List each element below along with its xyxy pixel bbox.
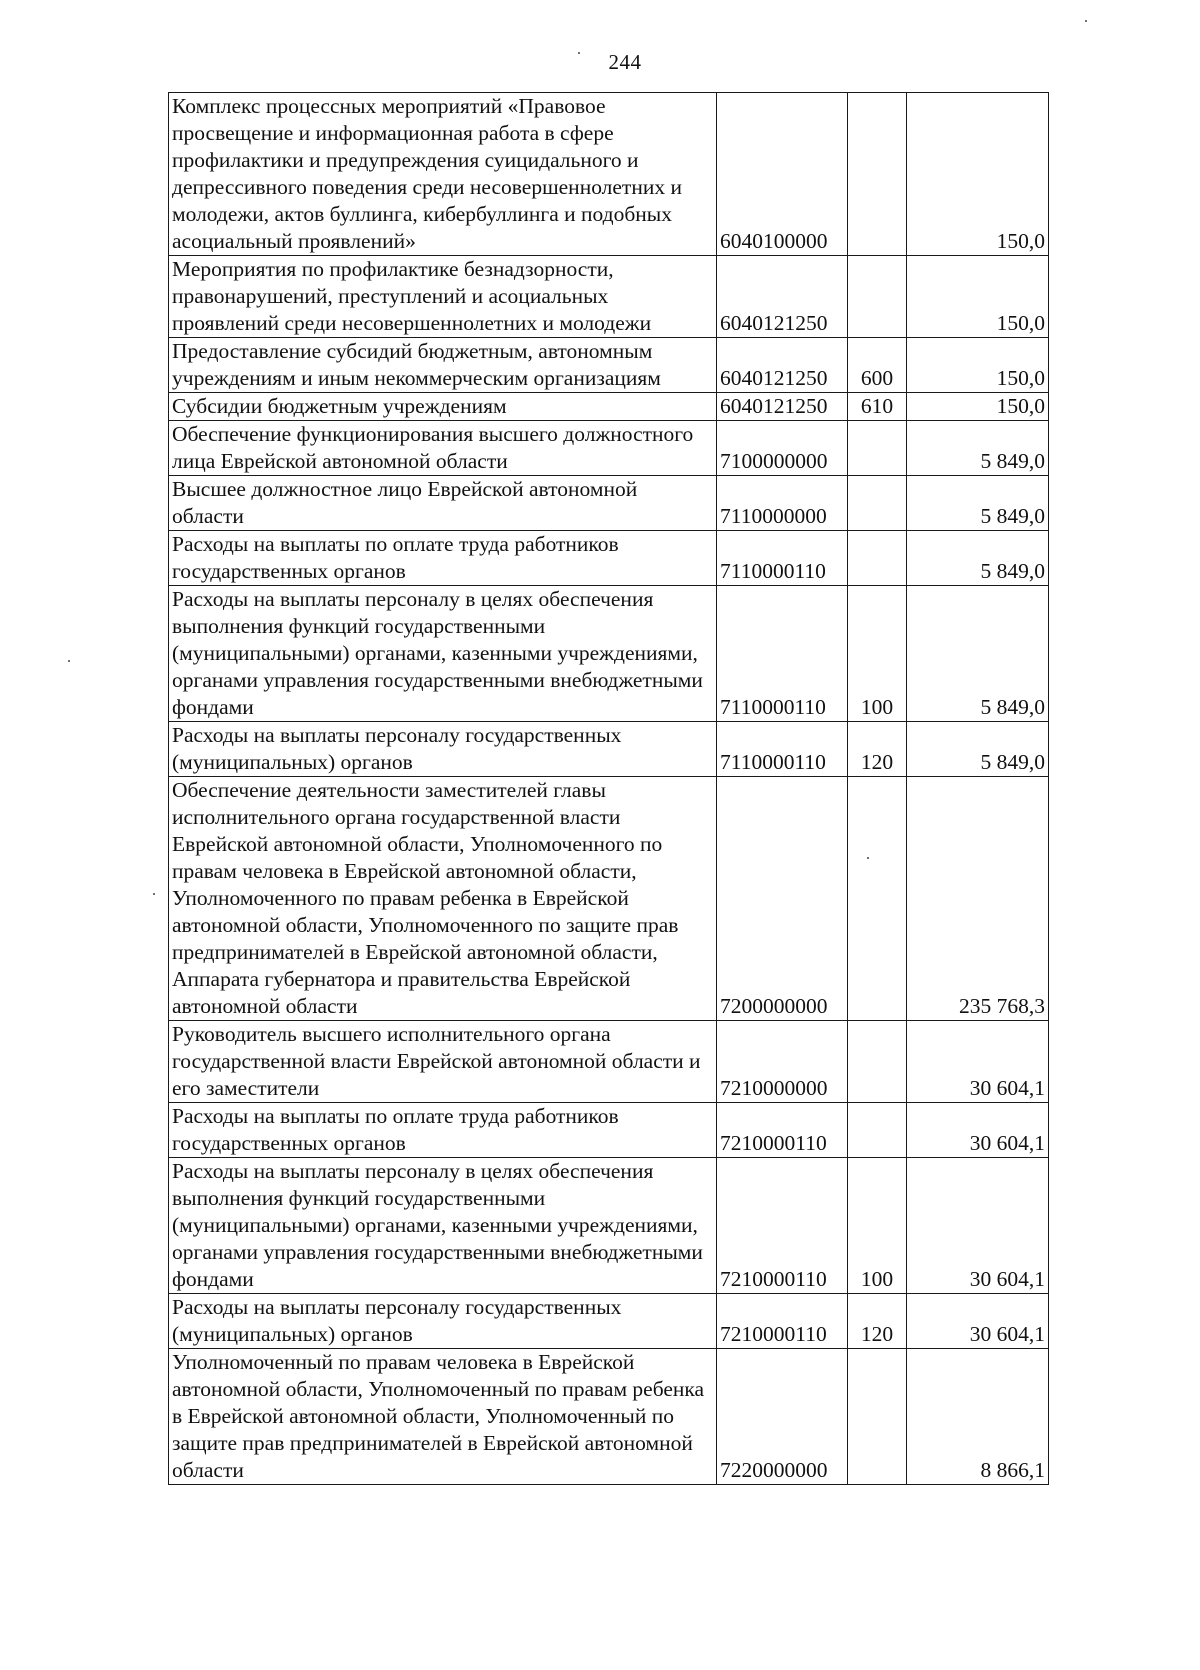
amount-cell: 150,0 <box>907 338 1049 393</box>
scan-speck <box>1085 20 1087 22</box>
amount-cell: 30 604,1 <box>907 1294 1049 1349</box>
expense-name-cell: Расходы на выплаты по оплате труда работников государственных органов <box>169 531 717 586</box>
amount-cell: 235 768,3 <box>907 777 1049 1021</box>
target-article-code-cell: 6040121250 <box>717 393 848 421</box>
table-row <box>169 531 1049 586</box>
expense-name-cell: Мероприятия по профилактике безнадзорности, правонарушений, преступлений и асоциальных проявлений среди несовершеннолетних и молодежи <box>169 256 717 338</box>
target-article-code-cell: 6040100000 <box>717 93 848 256</box>
amount-cell: 5 849,0 <box>907 421 1049 476</box>
expense-name-cell: Расходы на выплаты персоналу государственных (муниципальных) органов <box>169 722 717 777</box>
target-article-code-cell: 7210000110 <box>717 1103 848 1158</box>
amount-cell: 30 604,1 <box>907 1021 1049 1103</box>
target-article-code-cell: 7210000110 <box>717 1294 848 1349</box>
budget-table-body <box>169 93 1049 1485</box>
expense-type-cell <box>848 777 907 1021</box>
target-article-code-cell: 7220000000 <box>717 1349 848 1485</box>
target-article-code-cell: 7210000110 <box>717 1158 848 1294</box>
table-row <box>169 421 1049 476</box>
table-row <box>169 1349 1049 1485</box>
amount-cell: 150,0 <box>907 93 1049 256</box>
target-article-code-cell: 7110000110 <box>717 586 848 722</box>
table-row <box>169 1158 1049 1294</box>
expense-type-cell: 610 <box>848 393 907 421</box>
target-article-code-cell: 7110000000 <box>717 476 848 531</box>
expense-type-cell <box>848 256 907 338</box>
expense-type-cell: 120 <box>848 1294 907 1349</box>
expense-name-cell: Обеспечение деятельности заместителей главы исполнительного органа государственной власти Еврейской автономной области, Уполномоченного по правам человека в Еврейской автономной области, Уполномоченного по правам ребенка в Еврейской автономной области, Уполномоченного по защите прав предпринимателей в Еврейской автономной области, Аппарата губернатора и правительства Еврейской автономной области <box>169 777 717 1021</box>
table-row <box>169 1294 1049 1349</box>
table-row <box>169 1103 1049 1158</box>
table-row <box>169 586 1049 722</box>
target-article-code-cell: 7100000000 <box>717 421 848 476</box>
table-row <box>169 256 1049 338</box>
amount-cell: 8 866,1 <box>907 1349 1049 1485</box>
amount-cell: 150,0 <box>907 393 1049 421</box>
expense-name-cell: Расходы на выплаты персоналу в целях обеспечения выполнения функций государственными (муниципальными) органами, казенными учреждениями, органами управления государственными внебюджетными фондами <box>169 586 717 722</box>
amount-cell: 5 849,0 <box>907 531 1049 586</box>
target-article-code-cell: 7110000110 <box>717 722 848 777</box>
expense-type-cell: 100 <box>848 1158 907 1294</box>
expense-type-cell: 600 <box>848 338 907 393</box>
expense-name-cell: Субсидии бюджетным учреждениям <box>169 393 717 421</box>
amount-cell: 30 604,1 <box>907 1158 1049 1294</box>
target-article-code-cell: 7200000000 <box>717 777 848 1021</box>
table-row <box>169 722 1049 777</box>
expense-name-cell: Уполномоченный по правам человека в Еврейской автономной области, Уполномоченный по правам ребенка в Еврейской автономной области, Уполномоченный по защите прав предпринимателей в Еврейской автономной области <box>169 1349 717 1485</box>
amount-cell: 5 849,0 <box>907 476 1049 531</box>
expense-name-cell: Руководитель высшего исполнительного органа государственной власти Еврейской автономной области и его заместители <box>169 1021 717 1103</box>
expense-name-cell: Высшее должностное лицо Еврейской автономной области <box>169 476 717 531</box>
expense-type-cell <box>848 1349 907 1485</box>
expense-name-cell: Обеспечение функционирования высшего должностного лица Еврейской автономной области <box>169 421 717 476</box>
scan-speck <box>153 893 155 895</box>
target-article-code-cell: 6040121250 <box>717 338 848 393</box>
amount-cell: 5 849,0 <box>907 722 1049 777</box>
expense-type-cell <box>848 93 907 256</box>
table-row <box>169 393 1049 421</box>
expense-name-cell: Комплекс процессных мероприятий «Правовое просвещение и информационная работа в сфере профилактики и предупреждения суицидального и депрессивного поведения среди несовершеннолетних и молодежи, актов буллинга, кибербуллинга и подобных асоциальный проявлений» <box>169 93 717 256</box>
amount-cell: 30 604,1 <box>907 1103 1049 1158</box>
expense-type-cell: 120 <box>848 722 907 777</box>
expense-name-cell: Расходы на выплаты персоналу государственных (муниципальных) органов <box>169 1294 717 1349</box>
table-row <box>169 93 1049 256</box>
target-article-code-cell: 6040121250 <box>717 256 848 338</box>
table-row <box>169 338 1049 393</box>
page-number: 244 <box>608 50 642 74</box>
expense-name-cell: Расходы на выплаты по оплате труда работников государственных органов <box>169 1103 717 1158</box>
amount-cell: 5 849,0 <box>907 586 1049 722</box>
target-article-code-cell: 7210000000 <box>717 1021 848 1103</box>
table-row <box>169 476 1049 531</box>
expense-type-cell <box>848 531 907 586</box>
expense-type-cell <box>848 421 907 476</box>
expense-name-cell: Расходы на выплаты персоналу в целях обеспечения выполнения функций государственными (муниципальными) органами, казенными учреждениями, органами управления государственными внебюджетными фондами <box>169 1158 717 1294</box>
target-article-code-cell: 7110000110 <box>717 531 848 586</box>
table-row <box>169 1021 1049 1103</box>
expense-name-cell: Предоставление субсидий бюджетным, автономным учреждениям и иным некоммерческим организациям <box>169 338 717 393</box>
scan-speck <box>68 660 70 662</box>
expense-type-cell <box>848 476 907 531</box>
budget-table <box>168 92 1049 1485</box>
expense-type-cell <box>848 1021 907 1103</box>
table-row <box>169 777 1049 1021</box>
expense-type-cell: 100 <box>848 586 907 722</box>
amount-cell: 150,0 <box>907 256 1049 338</box>
expense-type-cell <box>848 1103 907 1158</box>
